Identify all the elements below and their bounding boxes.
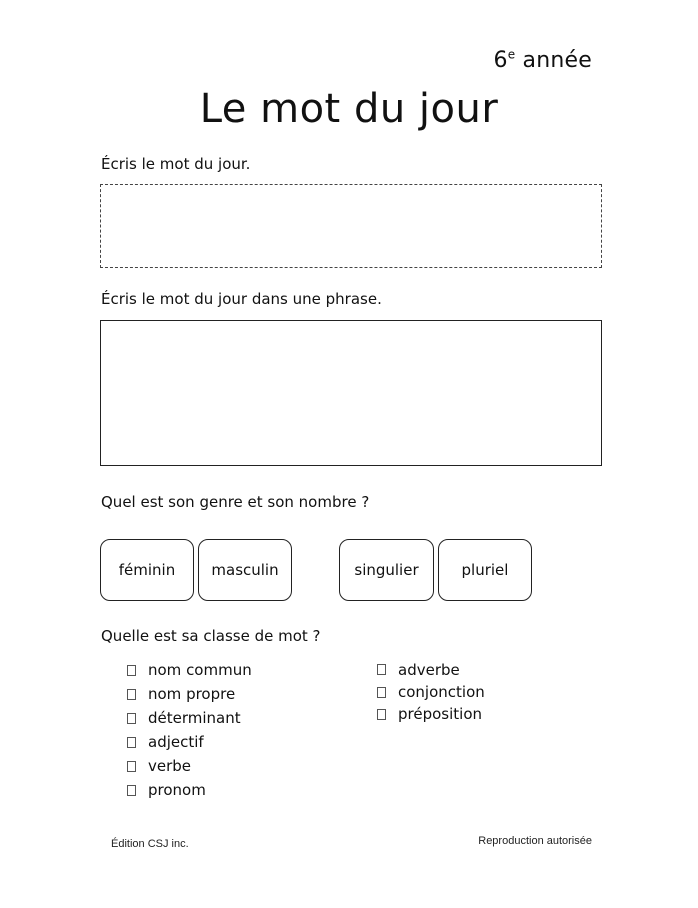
class-option-label: préposition [398,705,483,723]
prompt-write-sentence: Écris le mot du jour dans une phrase. [101,290,382,308]
checkbox-icon [127,665,136,676]
footer-publisher: Édition CSJ inc. [111,838,189,850]
grade-text: année [522,48,592,73]
prompt-write-word: Écris le mot du jour. [101,155,251,173]
checkbox-icon [377,709,386,720]
checkbox-icon [127,785,136,796]
class-option-pronom[interactable] [127,778,252,802]
class-option-nom-commun[interactable] [127,658,252,682]
class-option-label: déterminant [148,709,241,727]
checkbox-icon [127,737,136,748]
page-title: Le mot du jour [199,86,499,132]
class-option-nom-propre[interactable] [127,682,252,706]
choice-singulier[interactable]: singulier [339,539,434,601]
grade-superscript: e [507,47,516,62]
word-answer-box[interactable] [100,184,602,268]
prompt-word-class: Quelle est sa classe de mot ? [101,627,321,645]
choice-pluriel[interactable]: pluriel [438,539,532,601]
checkbox-icon [127,761,136,772]
class-option-preposition[interactable] [377,703,485,725]
class-option-label: nom propre [148,685,236,703]
grade-number: 6 [493,48,508,73]
class-option-label: pronom [148,781,206,799]
choice-feminin[interactable]: féminin [100,539,194,601]
footer-rights: Reproduction autorisée [478,835,592,847]
checkbox-icon [377,687,386,698]
choice-masculin[interactable]: masculin [198,539,292,601]
class-option-label: conjonction [398,683,485,701]
class-option-determinant[interactable] [127,706,252,730]
class-option-adjectif[interactable] [127,730,252,754]
prompt-gender-number: Quel est son genre et son nombre ? [101,493,370,511]
checkbox-icon [127,713,136,724]
class-option-label: nom commun [148,661,252,679]
class-option-adverbe[interactable] [377,658,485,681]
class-option-label: adverbe [398,660,460,679]
class-option-verbe[interactable] [127,754,252,778]
word-class-list-right [377,658,485,725]
grade-label [494,48,592,73]
class-option-label: adjectif [148,733,204,751]
checkbox-icon [127,689,136,700]
sentence-answer-box[interactable] [100,320,602,466]
class-option-conjonction[interactable] [377,681,485,703]
class-option-label: verbe [148,757,192,775]
checkbox-icon [377,664,386,675]
word-class-list-left [127,658,252,802]
